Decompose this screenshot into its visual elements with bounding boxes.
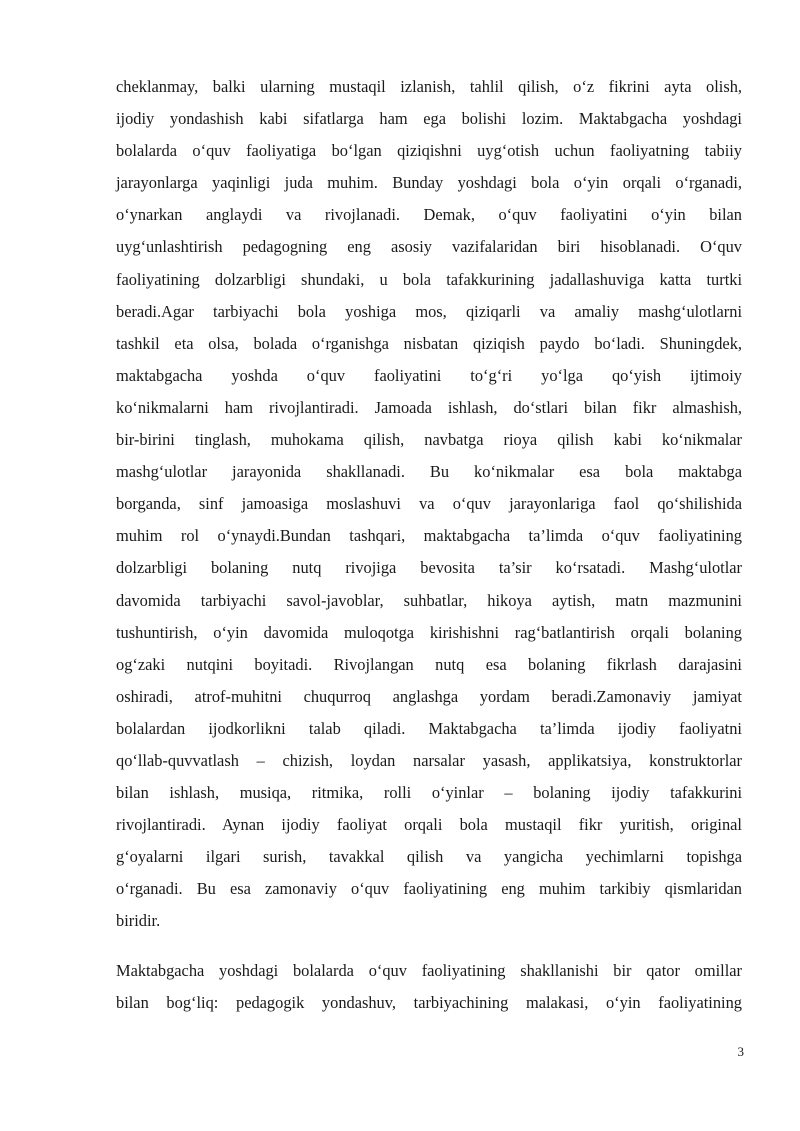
text-line: ijodiy yondashish kabi sifatlarga ham ega bolishi lozim. Maktabgacha yoshdagi <box>116 109 742 129</box>
text-line: davomida tarbiyachi savol-javoblar, suhbatlar, hikoya aytish, matn mazmunini <box>116 590 742 610</box>
text-line: bolalarda o‘quv faoliyatiga bo‘lgan qiziqishni uyg‘otish uchun faoliyatning tabiiy <box>116 141 742 161</box>
text-line: qo‘llab-quvvatlash – chizish, loydan narsalar yasash, applikatsiya, konstruktorlar <box>116 750 742 770</box>
text-line: bilan ishlash, musiqa, ritmika, rolli o‘yinlar – bolaning ijodiy tafakkurini <box>116 783 742 803</box>
text-line: tushuntirish, o‘yin davomida muloqotga kirishishni rag‘batlantirish orqali bolaning <box>116 622 742 642</box>
text-line: rivojlantiradi. Aynan ijodiy faoliyat orqali bola mustaqil fikr yuritish, original <box>116 815 742 835</box>
page-number: 3 <box>737 1044 744 1059</box>
text-line: mashg‘ulotlar jarayonida shakllanadi. Bu ko‘nikmalar esa bola maktabga <box>116 462 742 482</box>
text-line: cheklanmay, balki ularning mustaqil izlanish, tahlil qilish, o‘z fikrini ayta olish, <box>116 77 742 96</box>
text-line: o‘ynarkan anglaydi va rivojlanadi. Demak, o‘quv faoliyatini o‘yin bilan <box>116 205 742 225</box>
text-line: oshiradi, atrof-muhitni chuqurroq anglashga yordam beradi.Zamonaviy jamiyat <box>116 686 742 706</box>
text-line: biridir. <box>116 911 161 931</box>
text-line: muhim rol o‘ynaydi.Bundan tashqari, maktabgacha ta’limda o‘quv faoliyatining <box>116 526 742 546</box>
text-line: ko‘nikmalarni ham rivojlantiradi. Jamoada ishlash, do‘stlari bilan fikr almashish, <box>116 397 742 417</box>
paragraph <box>116 955 742 1019</box>
text-line: og‘zaki nutqini boyitadi. Rivojlangan nutq esa bolaning fikrlash darajasini <box>116 654 742 674</box>
text-line: tashkil eta olsa, bolada o‘rganishga nisbatan qiziqish paydo bo‘ladi. Shuningdek, <box>116 333 742 353</box>
document-body <box>116 71 742 1019</box>
text-line: maktabgacha yoshda o‘quv faoliyatini to‘g‘ri yo‘lga qo‘yish ijtimoiy <box>116 365 742 385</box>
text-line: bilan bog‘liq: pedagogik yondashuv, tarbiyachining malakasi, o‘yin faoliyatining <box>116 992 742 1012</box>
text-line: bolalardan ijodkorlikni talab qiladi. Maktabgacha ta’limda ijodiy faoliyatni <box>116 718 742 738</box>
text-line: Maktabgacha yoshdagi bolalarda o‘quv faoliyatining shakllanishi bir qator omillar <box>116 960 742 980</box>
paragraph-gap <box>116 938 742 955</box>
text-line: borganda, sinf jamoasiga moslashuvi va o‘quv jarayonlariga faol qo‘shilishida <box>116 494 742 514</box>
text-line: bir-birini tinglash, muhokama qilish, navbatga rioya qilish kabi ko‘nikmalar <box>116 430 742 450</box>
text-line: faoliyatining dolzarbligi shundaki, u bola tafakkurining jadallashuviga katta turtki <box>116 269 742 289</box>
text-line: beradi.Agar tarbiyachi bola yoshiga mos, qiziqarli va amaliy mashg‘ulotlarni <box>116 301 742 321</box>
text-line: uyg‘unlashtirish pedagogning eng asosiy vazifalaridan biri hisoblanadi. O‘quv <box>116 237 742 257</box>
text-line: g‘oyalarni ilgari surish, tavakkal qilish va yangicha yechimlarni topishga <box>116 847 742 867</box>
paragraph <box>116 71 742 938</box>
text-line: jarayonlarga yaqinligi juda muhim. Bunday yoshdagi bola o‘yin orqali o‘rganadi, <box>116 173 742 193</box>
text-line: o‘rganadi. Bu esa zamonaviy o‘quv faoliyatining eng muhim tarkibiy qismlaridan <box>116 879 742 899</box>
text-line: dolzarbligi bolaning nutq rivojiga bevosita ta’sir ko‘rsatadi. Mashg‘ulotlar <box>116 558 742 578</box>
